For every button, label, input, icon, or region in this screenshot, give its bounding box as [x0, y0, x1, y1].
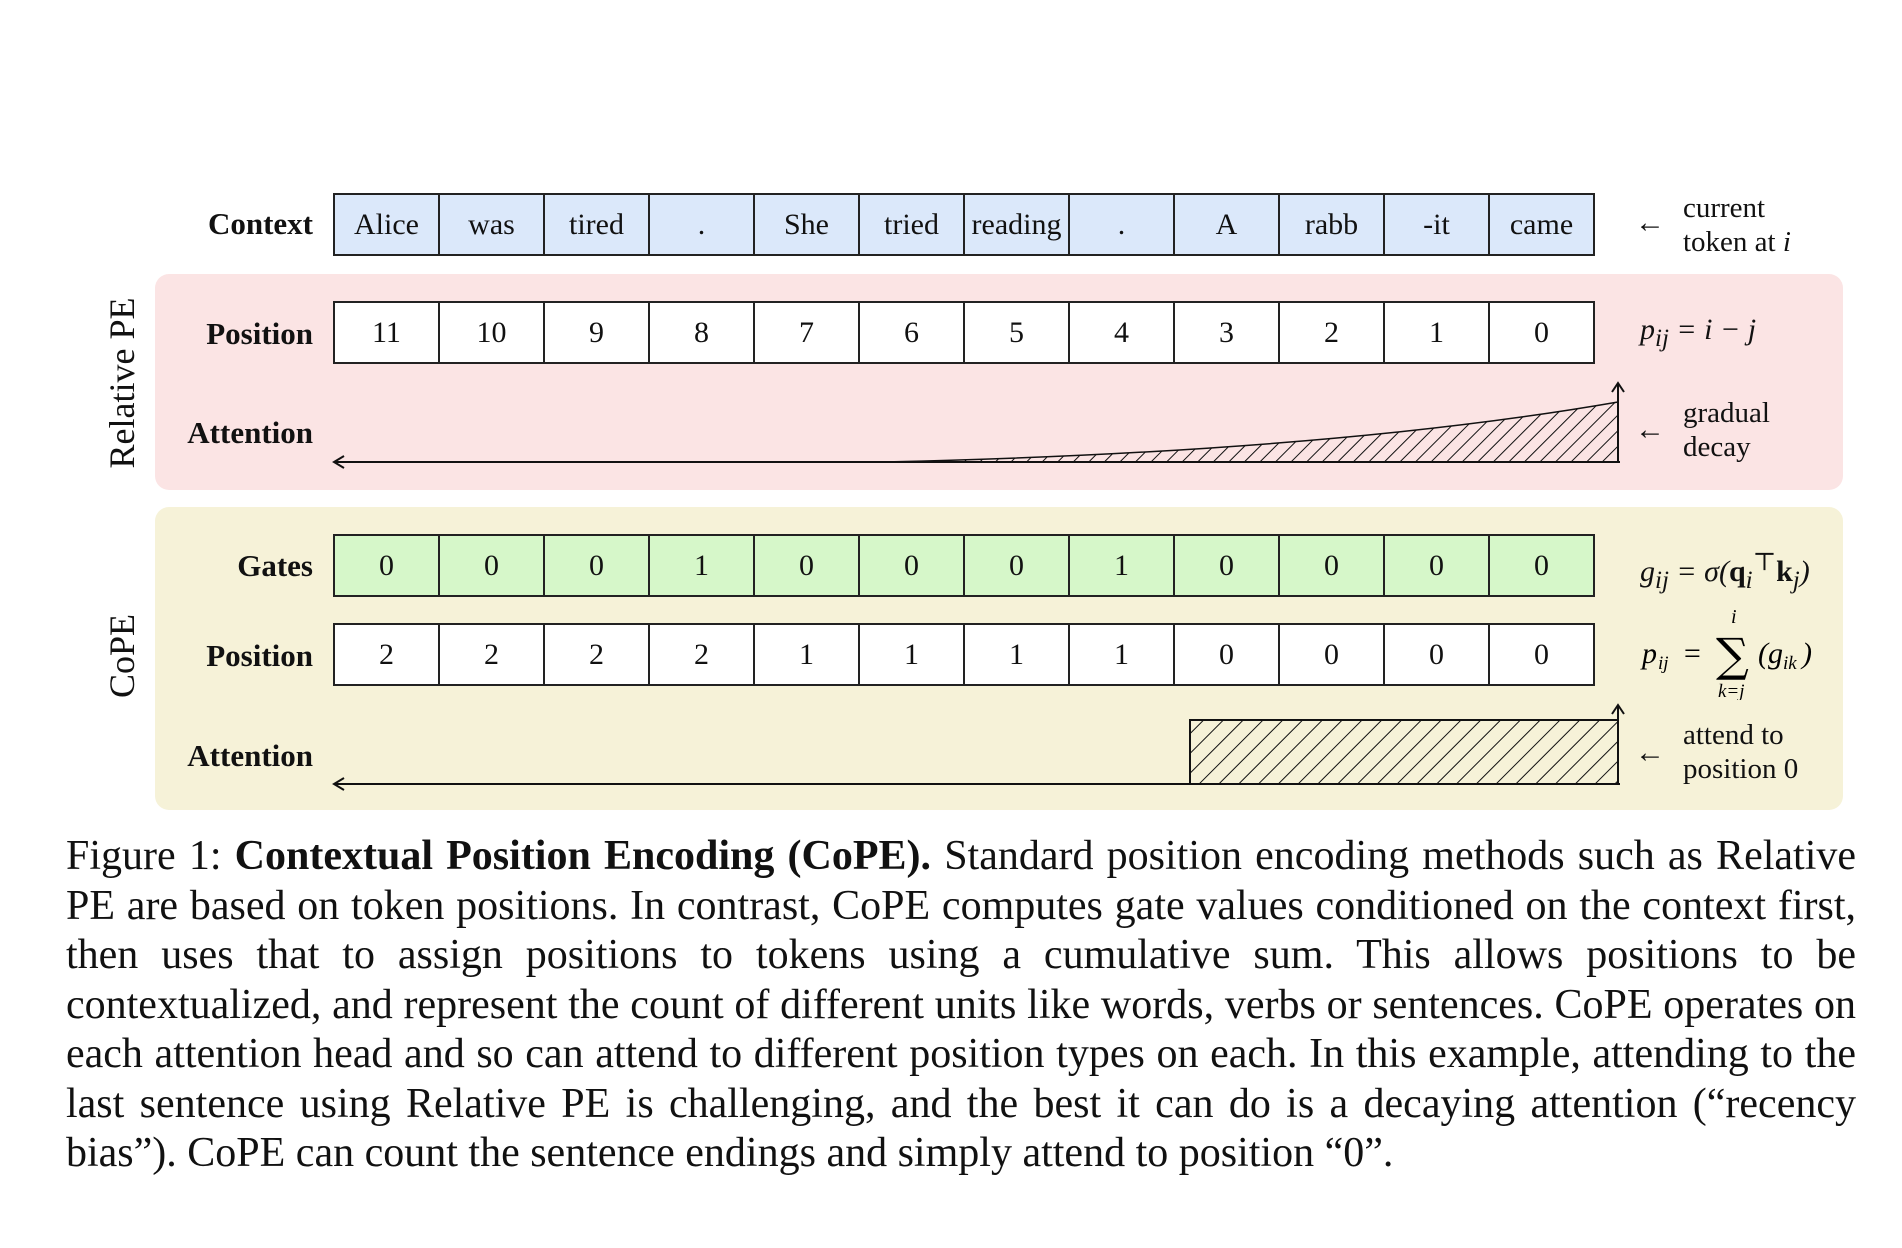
decay-hatch-area [885, 402, 1618, 462]
gate-cell: 0 [1383, 534, 1490, 597]
gate-cell: 0 [963, 534, 1070, 597]
svg-text:ik: ik [1783, 653, 1797, 674]
cope-position-cell: 1 [753, 623, 860, 686]
relative-position-cell: 6 [858, 301, 965, 364]
gate-cell: 0 [333, 534, 440, 597]
cope-position-eq-svg [1640, 605, 1840, 700]
caption-prefix: Figure 1: [66, 833, 235, 879]
relative-attention-note-line2: decay [1683, 431, 1751, 463]
gate-cell: 1 [648, 534, 755, 597]
context-token-cell: was [438, 193, 545, 256]
gate-cell: 0 [543, 534, 650, 597]
svg-text:(: ( [1758, 637, 1768, 670]
context-token-cell: She [753, 193, 860, 256]
context-token-cell: tried [858, 193, 965, 256]
cope-position-cell: 2 [648, 623, 755, 686]
svg-text:g: g [1768, 637, 1783, 670]
relative-position-cell: 0 [1488, 301, 1595, 364]
relative-position-cell: 8 [648, 301, 755, 364]
relative-position-row [333, 301, 1595, 364]
attend-position-0-hatch-area [1190, 720, 1618, 784]
gates-eq-g: $g_{ij}$ [1640, 555, 1669, 594]
caption-title: Contextual Position Encoding (CoPE). [234, 833, 932, 879]
context-token-cell: reading [963, 193, 1070, 256]
relative-position-cell: 9 [543, 301, 650, 364]
context-token-cell: A [1173, 193, 1280, 256]
relative-attention-label: Attention [187, 415, 313, 450]
svg-text:i: i [1731, 606, 1737, 628]
svg-text:p: p [1642, 637, 1657, 670]
context-note-line1: current [1683, 192, 1766, 224]
cope-position-cell: 1 [1068, 623, 1175, 686]
gates-equation: $g_{ij} = \sigma(q_i^⊤k_j)$ [1640, 549, 1810, 594]
relative-position-cell: 10 [438, 301, 545, 364]
relative-attention-plot [330, 380, 1630, 470]
cope-attention-note-line1: attend to [1683, 719, 1784, 751]
svg-text:ij: ij [1658, 653, 1669, 674]
svg-text:k=j: k=j [1718, 681, 1745, 700]
context-note [1683, 191, 1791, 259]
relative-position-cell: 11 [333, 301, 440, 364]
relative-position-cell: 7 [753, 301, 860, 364]
cope-position-cell: 1 [963, 623, 1070, 686]
svg-text:): ) [1802, 637, 1812, 670]
relative-position-cell: 3 [1173, 301, 1280, 364]
relative-position-label: Position [206, 316, 313, 351]
cope-group-label: CoPE [102, 613, 142, 699]
relative-position-equation-text: $p_{ij} = i - j$ [1640, 313, 1757, 352]
context-token-cell: rabb [1278, 193, 1385, 256]
context-note-line2 [1683, 225, 1791, 259]
relative-pe-group-label: Relative PE [102, 297, 142, 469]
gate-cell: 0 [1488, 534, 1595, 597]
cope-position-row [333, 623, 1595, 686]
context-token-cell: -it [1383, 193, 1490, 256]
context-token-cell: tired [543, 193, 650, 256]
svg-text:=: = [1682, 637, 1703, 670]
context-arrow: ← [1635, 206, 1665, 239]
context-note-line2-text: token at [1683, 226, 1776, 258]
gate-cell: 0 [753, 534, 860, 597]
context-row [333, 193, 1595, 256]
cope-position-cell: 2 [333, 623, 440, 686]
cope-position-label: Position [206, 638, 313, 673]
figure-caption [66, 832, 1856, 1179]
relative-position-cell: 1 [1383, 301, 1490, 364]
relative-attention-note-line1: gradual [1683, 397, 1770, 429]
cope-position-cell: 1 [858, 623, 965, 686]
gates-row [333, 534, 1595, 597]
gates-eq-k: k [1776, 555, 1793, 588]
context-token-cell: Alice [333, 193, 440, 256]
cope-position-equation [1640, 605, 1840, 708]
gate-cell: 0 [438, 534, 545, 597]
gates-eq-q: q [1728, 555, 1746, 588]
relative-position-equation [1640, 313, 1756, 353]
gate-cell: 0 [1278, 534, 1385, 597]
cope-attention-note-line2: position 0 [1683, 753, 1799, 785]
cope-position-cell: 2 [543, 623, 650, 686]
cope-attention-arrow: ← [1635, 736, 1665, 769]
cope-position-cell: 2 [438, 623, 545, 686]
context-token-cell: . [648, 193, 755, 256]
cope-attention-note [1683, 718, 1798, 786]
cope-attention-label: Attention [187, 738, 313, 773]
context-label: Context [207, 206, 313, 241]
gate-cell: 0 [1173, 534, 1280, 597]
cope-position-cell: 0 [1383, 623, 1490, 686]
cope-position-cell: 0 [1278, 623, 1385, 686]
context-note-var: i [1782, 226, 1791, 258]
caption-body: Standard position encoding methods such as Relative PE are based on token positions. In contrast, CoPE computes gate values conditioned on the context first, then uses that to assign positions to tokens using a cumulative sum. This allows positions to be contextualized, and represent the count of different units like words, verbs or sentences. CoPE operates on each attention head and so can attend to different position types on each. In this example, attending to the last sentence using Relative PE is challenging, and the best it can do is a decaying attention (“recency bias”). CoPE can count the sentence endings and simply attend to position “0”. [66, 833, 1857, 1176]
cope-attention-plot [330, 702, 1630, 792]
context-token-cell: came [1488, 193, 1595, 256]
relative-position-cell: 5 [963, 301, 1070, 364]
gates-label: Gates [237, 548, 313, 583]
context-token-cell: . [1068, 193, 1175, 256]
cope-position-cell: 0 [1173, 623, 1280, 686]
svg-text:∑: ∑ [1716, 628, 1749, 682]
cope-position-cell: 0 [1488, 623, 1595, 686]
gate-cell: 1 [1068, 534, 1175, 597]
relative-attention-note [1683, 396, 1770, 464]
gate-cell: 0 [858, 534, 965, 597]
relative-position-cell: 2 [1278, 301, 1385, 364]
relative-attention-arrow: ← [1635, 413, 1665, 446]
relative-position-cell: 4 [1068, 301, 1175, 364]
